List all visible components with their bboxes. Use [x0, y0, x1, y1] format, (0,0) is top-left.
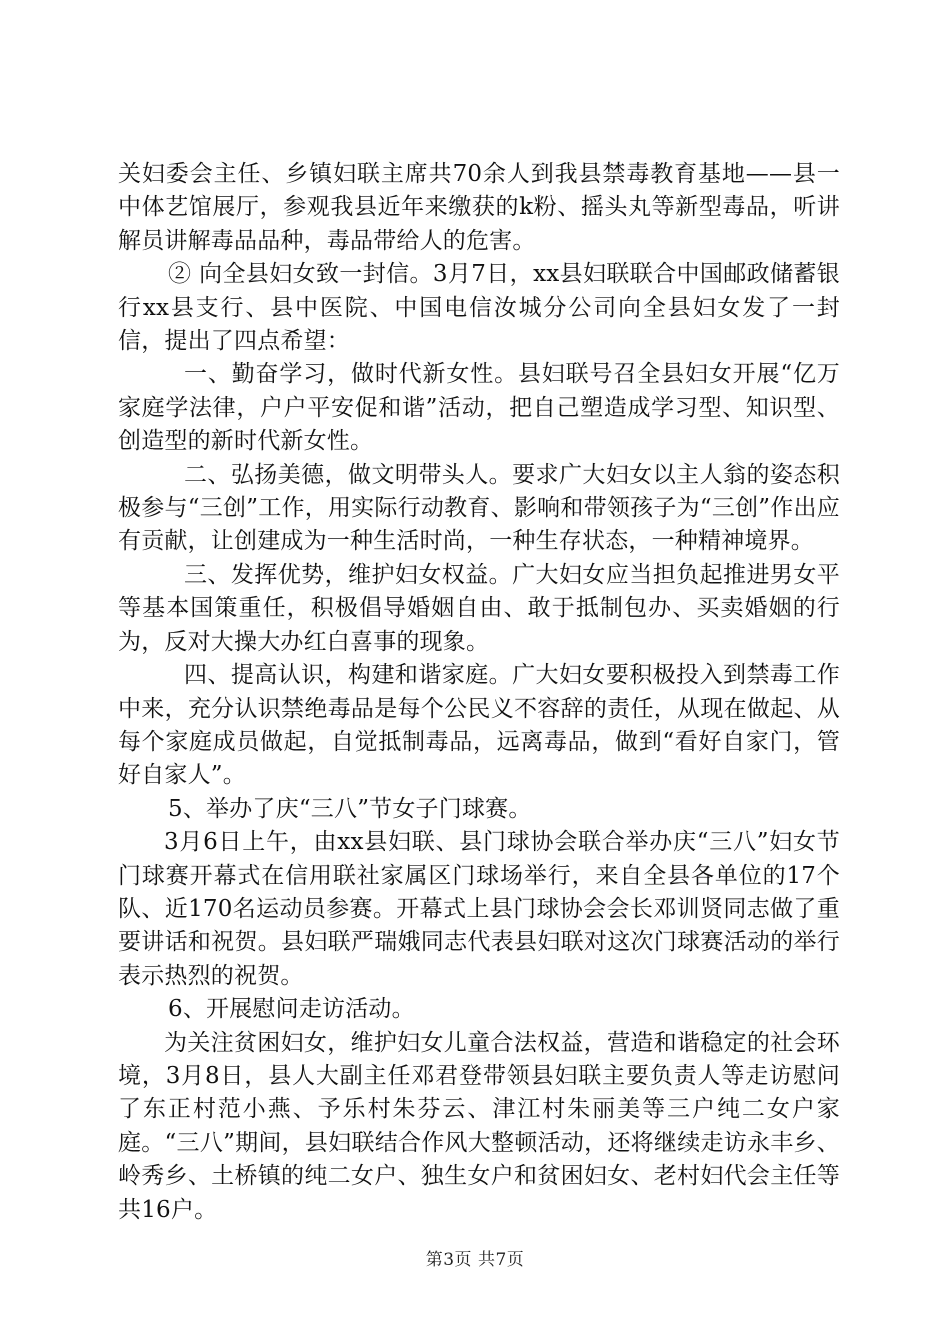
paragraph-visits: 为关注贫困妇女，维护妇女儿童合法权益，营造和谐稳定的社会环境，3月8日，县人大副主任邓君登带领县妇联主要负责人等走访慰问了东正村范小燕、予乐村朱芬云、津江村朱丽美等三户纯二女户家庭。“三八”期间，县妇联结合作风大整顿活动，还将继续走访永丰乡、岭秀乡、土桥镇的纯二女户、独生女户和贫困妇女、老村妇代会主任等共16户。: [118, 1029, 840, 1223]
paragraph-hope-three: 三、发挥优势，维护妇女权益。广大妇女应当担负起推进男女平等基本国策重任，积极倡导婚姻自由、敢于抵制包办、买卖婚姻的行为，反对大操大办红白喜事的现象。: [118, 561, 840, 655]
paragraph-open-letter: ② 向全县妇女致一封信。3月7日，xx县妇联联合中国邮政储蓄银行xx县支行、县中医院、中国电信汝城分公司向全县妇女发了一封信，提出了四点希望：: [118, 261, 840, 355]
paragraph-hope-one: 一、勤奋学习，做时代新女性。县妇联号召全县妇女开展“亿万家庭学法律，户户平安促和谐”活动，把自己塑造成学习型、知识型、创造型的新时代新女性。: [118, 361, 840, 455]
paragraph-gateball: 3月6日上午，由xx县妇联、县门球协会联合举办庆“三八”妇女节门球赛开幕式在信用联社家属区门球场举行，来自全县各单位的17个队、近170名运动员参赛。开幕式上县门球协会会长邓训贤同志做了重要讲话和祝贺。县妇联严瑞娥同志代表县妇联对这次门球赛活动的举行表示热烈的祝贺。: [118, 829, 840, 989]
paragraph-continuation: 关妇委会主任、乡镇妇联主席共70余人到我县禁毒教育基地——县一中体艺馆展厅，参观我县近年来缴获的k粉、摇头丸等新型毒品，听讲解员讲解毒品品种，毒品带给人的危害。: [118, 161, 840, 254]
heading-visits: 6、开展慰问走访活动。: [168, 996, 415, 1023]
heading-gateball: 5、举办了庆“三八”节女子门球赛。: [168, 795, 532, 822]
document-body: [118, 158, 840, 1227]
paragraph-hope-two: 二、弘扬美德，做文明带头人。要求广大妇女以主人翁的姿态积极参与“三创”工作，用实际行动教育、影响和带领孩子为“三创”作出应有贡献，让创建成为一种生活时尚，一种生存状态，一种精神境界。: [118, 461, 840, 555]
page-number: 第3页 共7页: [425, 1250, 525, 1270]
paragraph-hope-four: 四、提高认识，构建和谐家庭。广大妇女要积极投入到禁毒工作中来，充分认识禁绝毒品是每个公民义不容辞的责任，从现在做起、从每个家庭成员做起，自觉抵制毒品，远离毒品，做到“看好自家门，管好自家人”。: [118, 662, 840, 789]
